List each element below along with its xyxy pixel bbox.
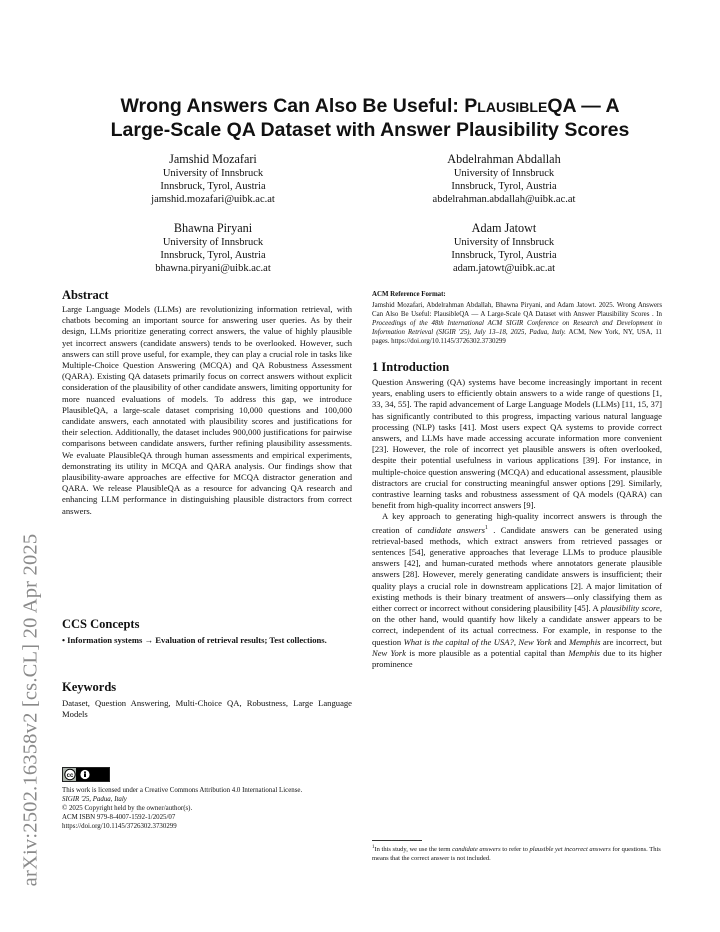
emphasis: plausibility score <box>600 602 660 613</box>
author-block-2 <box>374 152 634 207</box>
isbn-line: ACM ISBN 979-8-4007-1592-1/2025/07 <box>62 814 176 821</box>
paper-title <box>70 94 670 142</box>
author-email[interactable]: abdelrahman.abdallah@uibk.ac.at <box>432 194 576 206</box>
text-run: and <box>551 636 569 647</box>
emphasis: Memphis <box>568 636 601 647</box>
license-notice <box>62 786 352 831</box>
abstract-text: Large Language Models (LLMs) are revolutionizing information retrieval, with chatbots becoming an important source for answering user queries. As by their design, LLMs prioritize generating correct answers, the value of highly plausible yet incorrect answers (candidate answers) tends to be overlooked. However, such answers can still prove useful, for example, they can play a crucial role in tasks like Multiple-Choice Question Answering (MCQA) and QA Robustness Assessment (QARA). Existing QA datasets primarily focus on correct answers without explicit consideration of the plausibility of other candidate answers, limiting opportunity for more nuanced evaluations of models. To address this gap, we introduce PlausibleQA, a large-scale dataset comprising 10,000 questions and 100,000 candidate answers, each annotated with plausibility scores and justifications for their selection. Additionally, the dataset includes 900,000 justifications for pairwise comparisons between candidate answers, further refining plausibility assessments. We evaluate PlausibleQA through human assessments and empirical experiments, demonstrating its utility in MCQA and QARA analysis. Our findings show that plausibility-aware approaches are effective for MCQA distractor generation and QARA. We release PlausibleQA as a resource for advancing QA research and enhancing LLM performance in distinguishing plausible distractors from correct answers. <box>62 304 352 516</box>
author-name: Abdelrahman Abdallah <box>447 152 561 166</box>
author-name: Adam Jatowt <box>471 221 537 235</box>
introduction-section <box>372 360 662 670</box>
author-email[interactable]: adam.jatowt@uibk.ac.at <box>452 263 556 275</box>
arxiv-stamp <box>10 250 52 887</box>
author-location: Innsbruck, Tyrol, Austria <box>160 250 266 262</box>
emphasis: candidate answers <box>452 846 501 854</box>
text-run: for questions. This means that the correct answer is not included. <box>372 846 661 862</box>
introduction-paragraph-2 <box>372 511 662 670</box>
title-part1: Wrong Answers Can Also Be Useful: <box>120 95 465 117</box>
title-part2: QA — A <box>547 95 620 117</box>
author-email[interactable]: jamshid.mozafari@uibk.ac.at <box>151 194 275 206</box>
emphasis: New York <box>372 647 406 658</box>
author-location: Innsbruck, Tyrol, Austria <box>160 181 266 193</box>
title-line2: Large-Scale QA Dataset with Answer Plausibility Scores <box>110 119 630 141</box>
author-name: Bhawna Piryani <box>173 221 253 235</box>
text-run: A key approach to generating high-quality incorrect answers is through the creation of <box>372 511 662 535</box>
doi-link[interactable]: https://doi.org/10.1145/3726302.3730299 <box>62 823 177 830</box>
author-affiliation: University of Innsbruck <box>162 237 264 248</box>
author-location: Innsbruck, Tyrol, Austria <box>451 250 557 262</box>
footnote-marker[interactable]: 1 <box>484 524 488 531</box>
acm-reference-tail: ACM, New York, NY, USA, 11 pages. https://doi.org/10.1145/3726302.3730299 <box>372 329 662 345</box>
ccs-text: • Information systems → Evaluation of retrieval results; Test collections. <box>62 635 327 645</box>
text-run: are incorrect, but <box>600 636 662 647</box>
ccs-heading: CCS Concepts <box>62 617 140 631</box>
emphasis: New York <box>518 636 552 647</box>
author-affiliation: University of Innsbruck <box>453 237 555 248</box>
emphasis: Memphis <box>568 647 600 658</box>
acm-reference-proceedings: Proceedings of the 48th International ACM SIGIR Conference on Research and Development in Information Retrieval (SIGIR '25), July 13–18, 2025, Padua, Italy. <box>372 320 662 336</box>
text-run: is more plausible as a potential capital than <box>405 647 569 658</box>
abstract-section <box>62 288 352 517</box>
keywords-text: Dataset, Question Answering, Multi-Choice QA, Robustness, Large Language Models <box>62 698 352 720</box>
abstract-heading: Abstract <box>62 288 109 302</box>
text-run: In this study, we use the term <box>374 846 453 854</box>
author-name: Jamshid Mozafari <box>169 152 257 166</box>
introduction-paragraph-1: Question Answering (QA) systems have become increasingly important in recent years, enabling users to efficiently obtain answers to a wide range of questions [1, 33, 34, 55]. The rapid advancement of Large Language Models (LLMs) [11, 15, 37] has significantly contributed to this progress, impacting various natural language processing (NLP) tasks [41]. Most users expect QA systems to provide correct answers, and LLMs have made accessing accurate information more convenient [23]. However, the role of incorrect yet plausible answers is often overlooked, despite their potential usefulness in various applications [39]. For instance, in multiple-choice question answering (MCQA) and educational assessment, plausible distractors are crucial for constructing meaningful answer options [29]. Similarly, contrastive learning tasks and robustness assessment of QA models (QARA) can benefit from high-quality incorrect answers [9]. <box>372 377 662 511</box>
emphasis: plausible yet incorrect answers <box>529 846 611 854</box>
text-run: to refer to <box>500 846 530 854</box>
author-affiliation: University of Innsbruck <box>162 168 264 179</box>
emphasis: What is the capital of the USA? <box>403 636 514 647</box>
author-affiliation: University of Innsbruck <box>453 168 555 179</box>
ccs-section <box>62 617 352 646</box>
arxiv-identifier: arXiv:2502.16358v2 [cs.CL] 20 Apr 2025 <box>19 533 42 887</box>
cc-by-icon <box>63 768 109 781</box>
svg-text:cc: cc <box>66 772 74 779</box>
keywords-section <box>62 680 352 720</box>
author-block-1 <box>83 152 343 207</box>
text-run: , on the other hand, would quantify how likely a candidate answer appears to be correct, independent of its actual correctness. For example, in response to the question <box>372 602 662 647</box>
acm-reference <box>372 290 662 346</box>
acm-reference-authors: Jamshid Mozafari, Abdelrahman Abdallah, Bhawna Piryani, and Adam Jatowt. 2025. Wrong Answers Can Also Be Useful: PlausibleQA — A Large-Scale QA Dataset with Answer Plausibility Scores . In <box>372 302 662 318</box>
text-run: . Candidate answers can be generated using retrieval-based methods, which extract answers from retrieved passages or sentences [54], generative approaches that leverage LLMs to produce plausible answers [42], and human-curated methods where annotators generate plausible answers [28]. However, merely generating candidate answers is insufficient; their quality plays a crucial role in downstream applications [2]. A major limitation of existing methods is their binary treatment of answers—only classifying them as either correct or incorrect without considering plausibility [45]. A <box>372 524 662 613</box>
acm-reference-text <box>372 301 662 346</box>
cc-by-license-badge[interactable] <box>62 767 110 782</box>
acm-reference-heading: ACM Reference Format: <box>372 291 446 298</box>
emphasis: candidate answers <box>417 524 485 535</box>
copyright-line: © 2025 Copyright held by the owner/author(s). <box>62 805 193 812</box>
keywords-heading: Keywords <box>62 680 117 694</box>
author-location: Innsbruck, Tyrol, Austria <box>451 181 557 193</box>
author-block-3 <box>83 221 343 276</box>
introduction-heading: 1 Introduction <box>372 360 450 374</box>
footnote-rule <box>372 840 422 841</box>
conference-line: SIGIR '25, Padua, Italy <box>62 796 127 803</box>
author-block-4 <box>374 221 634 276</box>
text-run: due to its higher prominence <box>372 647 662 669</box>
text-run: , <box>513 636 519 647</box>
footnote <box>372 844 662 863</box>
title-smallcaps: Plausible <box>464 95 548 117</box>
footnote-number: 1 <box>372 845 375 850</box>
license-line: This work is licensed under a Creative Commons Attribution 4.0 International License. <box>62 787 303 794</box>
author-email[interactable]: bhawna.piryani@uibk.ac.at <box>155 263 271 275</box>
